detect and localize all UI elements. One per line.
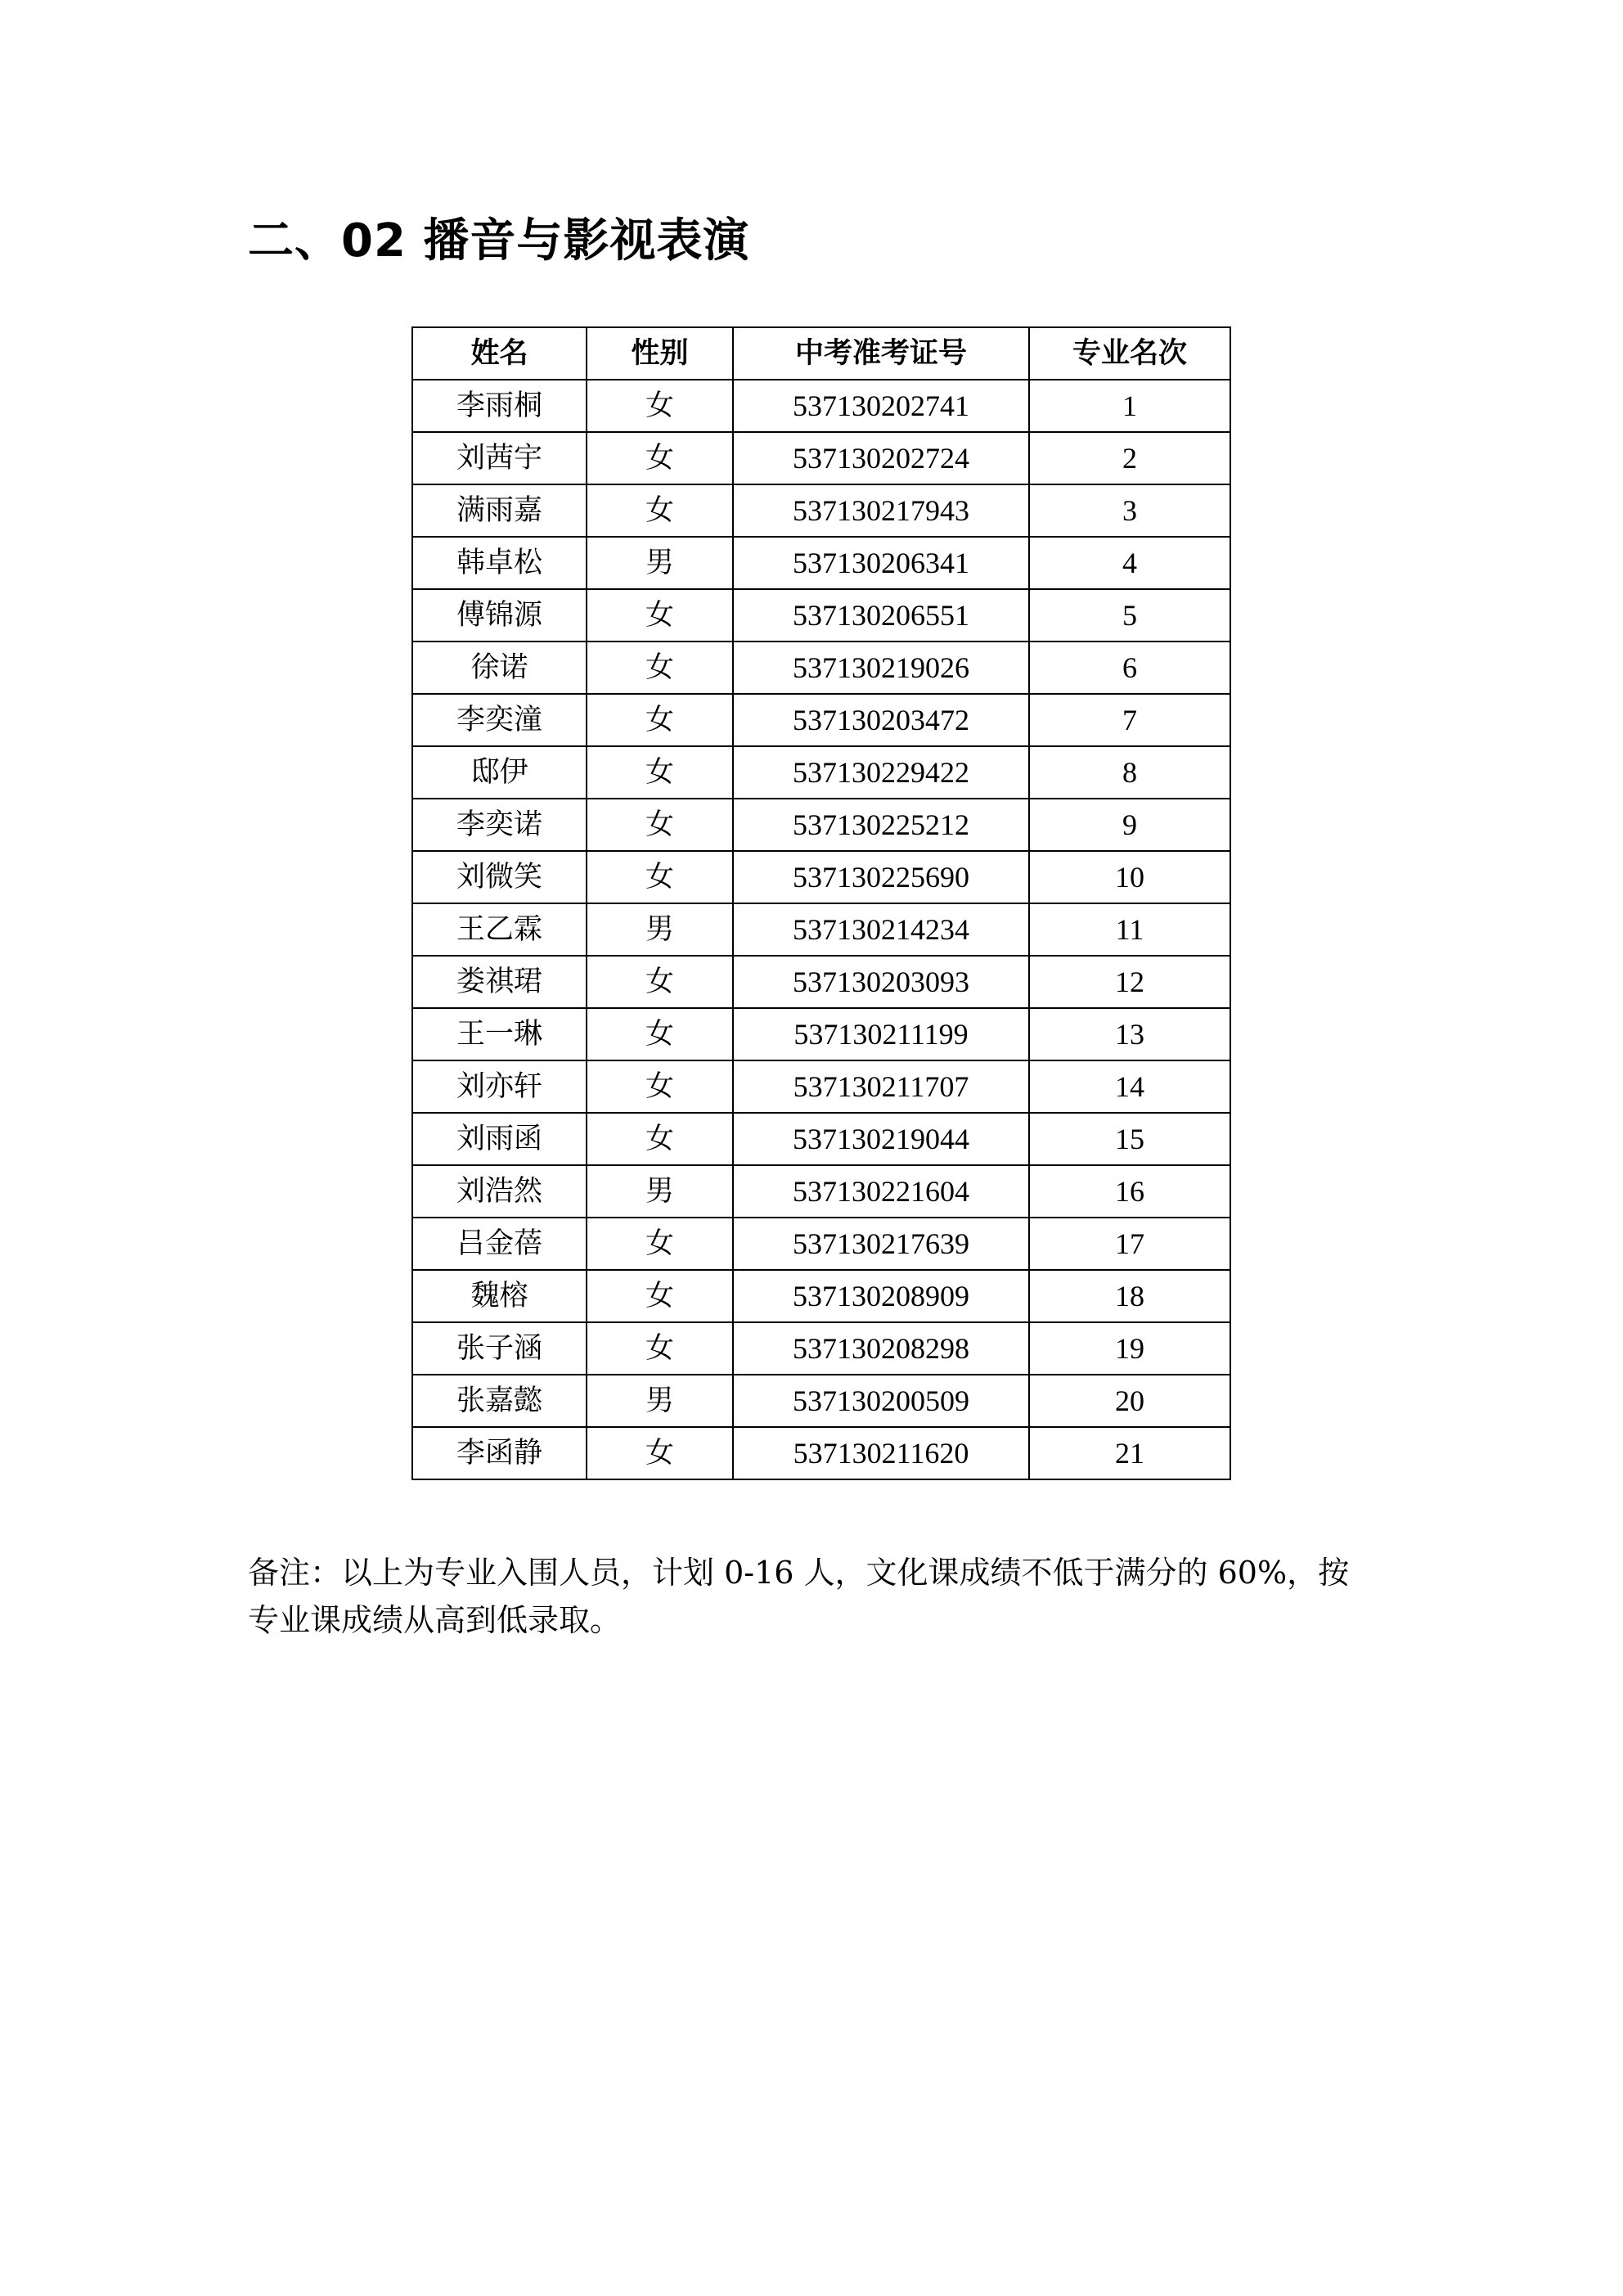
cell-gender: 女 [587,956,733,1008]
cell-rank: 13 [1029,1008,1230,1060]
cell-exam-id: 537130219044 [733,1113,1029,1165]
table-row [412,1427,1230,1479]
cell-gender: 女 [587,380,733,432]
cell-rank: 12 [1029,956,1230,1008]
table-row [412,956,1230,1008]
table-row [412,851,1230,903]
cell-rank: 5 [1029,589,1230,642]
table-row [412,799,1230,851]
cell-name: 刘浩然 [412,1165,587,1218]
cell-gender: 女 [587,1218,733,1270]
cell-rank: 4 [1029,537,1230,589]
cell-exam-id: 537130211620 [733,1427,1029,1479]
remark-line-1: 备注：以上为专业入围人员，计划 0-16 人，文化课成绩不低于满分的 60%，按 [248,1555,1350,1591]
cell-gender: 女 [587,432,733,484]
cell-name: 王乙霖 [412,903,587,956]
cell-rank: 1 [1029,380,1230,432]
cell-rank: 8 [1029,746,1230,799]
cell-rank: 21 [1029,1427,1230,1479]
table-row [412,432,1230,484]
cell-name: 韩卓松 [412,537,587,589]
cell-rank: 7 [1029,694,1230,746]
cell-name: 娄祺珺 [412,956,587,1008]
table-row [412,1375,1230,1427]
cell-name: 李雨桐 [412,380,587,432]
cell-gender: 女 [587,1008,733,1060]
cell-gender: 男 [587,1375,733,1427]
cell-rank: 20 [1029,1375,1230,1427]
table-row [412,1218,1230,1270]
cell-name: 傅锦源 [412,589,587,642]
cell-name: 刘亦轩 [412,1060,587,1113]
cell-gender: 女 [587,642,733,694]
cell-exam-id: 537130214234 [733,903,1029,956]
admission-table [411,326,1231,1480]
cell-name: 李函静 [412,1427,587,1479]
cell-exam-id: 537130225690 [733,851,1029,903]
cell-exam-id: 537130202741 [733,380,1029,432]
cell-gender: 女 [587,1113,733,1165]
table-body [412,380,1230,1479]
cell-gender: 女 [587,746,733,799]
cell-exam-id: 537130225212 [733,799,1029,851]
cell-exam-id: 537130202724 [733,432,1029,484]
cell-rank: 10 [1029,851,1230,903]
cell-gender: 女 [587,484,733,537]
cell-exam-id: 537130208298 [733,1322,1029,1375]
cell-name: 李奕诺 [412,799,587,851]
header-rank: 专业名次 [1029,327,1230,380]
remark-note [248,1549,1393,1644]
cell-exam-id: 537130203093 [733,956,1029,1008]
cell-rank: 3 [1029,484,1230,537]
table-row [412,903,1230,956]
cell-exam-id: 537130217639 [733,1218,1029,1270]
table-row [412,642,1230,694]
cell-rank: 19 [1029,1322,1230,1375]
admission-table-container [411,326,1231,1480]
cell-name: 魏榕 [412,1270,587,1322]
cell-rank: 6 [1029,642,1230,694]
table-row [412,380,1230,432]
cell-exam-id: 537130208909 [733,1270,1029,1322]
table-row [412,1113,1230,1165]
cell-name: 张嘉懿 [412,1375,587,1427]
cell-rank: 11 [1029,903,1230,956]
cell-rank: 2 [1029,432,1230,484]
table-row [412,1165,1230,1218]
cell-name: 刘微笑 [412,851,587,903]
header-exam-id: 中考准考证号 [733,327,1029,380]
cell-exam-id: 537130211199 [733,1008,1029,1060]
cell-gender: 男 [587,537,733,589]
cell-rank: 18 [1029,1270,1230,1322]
table-row [412,537,1230,589]
page-title: 二、02 播音与影视表演 [248,214,750,268]
cell-gender: 女 [587,1427,733,1479]
cell-exam-id: 537130206341 [733,537,1029,589]
cell-rank: 15 [1029,1113,1230,1165]
table-row [412,694,1230,746]
cell-gender: 女 [587,1322,733,1375]
cell-name: 吕金蓓 [412,1218,587,1270]
header-name: 姓名 [412,327,587,380]
cell-rank: 9 [1029,799,1230,851]
cell-exam-id: 537130203472 [733,694,1029,746]
cell-exam-id: 537130221604 [733,1165,1029,1218]
cell-name: 徐诺 [412,642,587,694]
table-row [412,1322,1230,1375]
cell-name: 刘雨函 [412,1113,587,1165]
cell-exam-id: 537130217943 [733,484,1029,537]
table-row [412,1008,1230,1060]
cell-name: 张子涵 [412,1322,587,1375]
cell-exam-id: 537130211707 [733,1060,1029,1113]
cell-rank: 14 [1029,1060,1230,1113]
table-row [412,589,1230,642]
cell-gender: 男 [587,1165,733,1218]
cell-gender: 女 [587,1060,733,1113]
table-row [412,1270,1230,1322]
cell-name: 李奕潼 [412,694,587,746]
cell-name: 刘茜宇 [412,432,587,484]
header-gender: 性别 [587,327,733,380]
cell-exam-id: 537130200509 [733,1375,1029,1427]
cell-gender: 女 [587,799,733,851]
cell-gender: 女 [587,694,733,746]
table-row [412,1060,1230,1113]
cell-exam-id: 537130229422 [733,746,1029,799]
cell-name: 满雨嘉 [412,484,587,537]
table-row [412,746,1230,799]
cell-name: 邸伊 [412,746,587,799]
cell-name: 王一琳 [412,1008,587,1060]
cell-gender: 女 [587,1270,733,1322]
cell-exam-id: 537130206551 [733,589,1029,642]
cell-exam-id: 537130219026 [733,642,1029,694]
cell-rank: 17 [1029,1218,1230,1270]
cell-rank: 16 [1029,1165,1230,1218]
cell-gender: 男 [587,903,733,956]
remark-line-2: 专业课成绩从高到低录取。 [248,1602,622,1638]
cell-gender: 女 [587,589,733,642]
table-row [412,484,1230,537]
table-header-row [412,327,1230,380]
cell-gender: 女 [587,851,733,903]
